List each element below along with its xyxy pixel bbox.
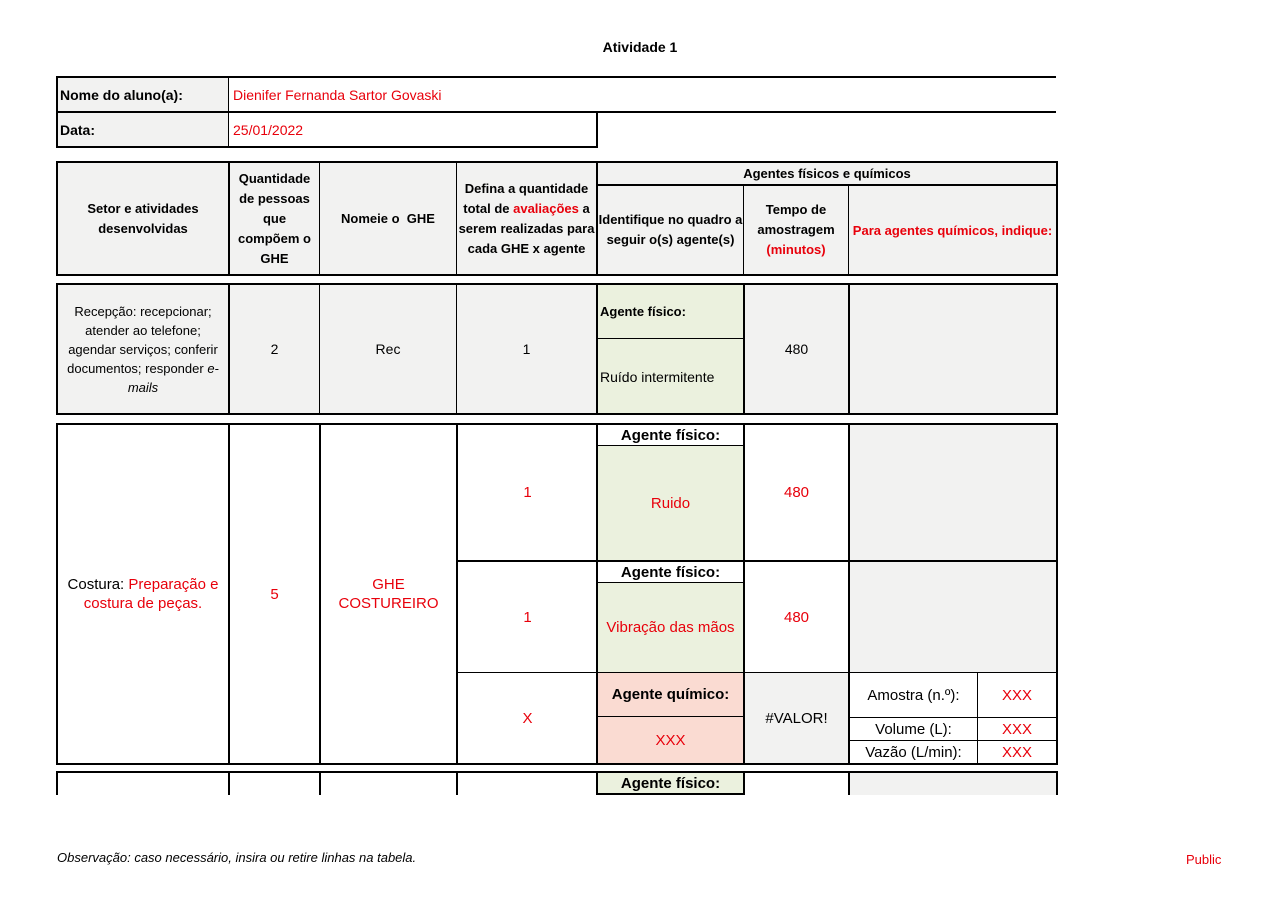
row1-agente[interactable]: Ruído intermitente [600, 368, 715, 385]
header-defina-highlight: avaliações [513, 200, 579, 216]
table-row [56, 771, 1058, 795]
header-tempo-label: Tempo de amostragem [757, 202, 835, 237]
row2-sub3-avaliacoes[interactable]: X [522, 709, 533, 727]
date-label: Data: [58, 113, 228, 146]
row2-sub1-tempo[interactable]: 480 [783, 484, 810, 501]
row2-sub2-agente-label: Agente físico: [620, 563, 721, 581]
observation-note: Observação: caso necessário, insira ou retire linhas na tabela. [57, 850, 417, 865]
header-nomeie: Nomeie o GHE [341, 211, 435, 226]
row3-agente-label: Agente físico: [620, 774, 721, 792]
table-header [56, 161, 1058, 276]
row2-sub2-avaliacoes[interactable]: 1 [523, 608, 532, 626]
header-defina-text: Defina a quantidade total de [463, 180, 589, 216]
table-row [56, 283, 1058, 415]
row2-sub1-agente-label: Agente físico: [620, 426, 721, 444]
student-info [56, 76, 1058, 149]
header-quantidade: Quantidade de pessoas que compõem o GHE [238, 170, 311, 266]
volume-label: Volume (L): [875, 720, 952, 738]
row2-setor-value[interactable]: Preparação e costura de peças. [83, 576, 219, 612]
row1-avaliacoes[interactable]: 1 [522, 341, 531, 357]
amostra-value[interactable]: XXX [1001, 686, 1032, 704]
row1-ghe[interactable]: Rec [375, 341, 401, 357]
row1-quantidade[interactable]: 2 [270, 341, 279, 357]
student-name-label: Nome do aluno(a): [58, 78, 228, 111]
header-identifique: Identifique no quadro a seguir o(s) agente(s) [598, 212, 743, 247]
header-agentes: Agentes físicos e químicos [743, 166, 911, 181]
page-title: Atividade 1 [602, 39, 678, 55]
row2-sub3-agente[interactable]: XXX [655, 731, 686, 749]
row2-sub2-agente[interactable]: Vibração das mãos [606, 619, 735, 636]
table-row [56, 423, 1058, 765]
row2-quantidade[interactable]: 5 [270, 585, 279, 603]
row2-sub1-avaliacoes[interactable]: 1 [523, 484, 532, 501]
header-setor: Setor e atividades desenvolvidas [87, 200, 199, 236]
row1-agente-label: Agente físico: [600, 304, 686, 319]
header-defina [458, 163, 595, 274]
student-name-value[interactable]: Dienifer Fernanda Sartor Govaski [233, 86, 442, 103]
classification-label: Public [1186, 852, 1222, 867]
volume-value[interactable]: XXX [1001, 720, 1032, 738]
row2-sub3-tempo[interactable]: #VALOR! [765, 709, 828, 727]
header-tempo [744, 186, 848, 274]
row2-setor-label: Costura: [67, 576, 129, 593]
vazao-label: Vazão (L/min): [865, 743, 962, 761]
row1-setor [60, 285, 226, 413]
row2-ghe[interactable]: GHE COSTUREIRO [338, 576, 439, 612]
vazao-value[interactable]: XXX [1001, 743, 1032, 761]
row2-sub1-agente[interactable]: Ruido [650, 494, 691, 512]
row2-setor [60, 425, 226, 763]
row1-setor-text: Recepção: recepcionar; atender ao telefone; agendar serviços; conferir documentos; responder [67, 303, 218, 376]
row1-setor-italic: e-mails [127, 360, 219, 395]
row1-tempo[interactable]: 480 [784, 341, 809, 357]
amostra-label: Amostra (n.º): [867, 686, 960, 704]
row2-sub3-agente-label: Agente químico: [611, 686, 730, 703]
header-quimicos: Para agentes químicos, indique: [852, 222, 1053, 238]
header-defina-text-end: a serem realizadas para cada GHE x agente [458, 200, 595, 256]
date-value[interactable]: 25/01/2022 [233, 121, 304, 138]
header-tempo-unit: (minutos) [766, 242, 826, 257]
row2-sub2-tempo[interactable]: 480 [783, 608, 810, 626]
